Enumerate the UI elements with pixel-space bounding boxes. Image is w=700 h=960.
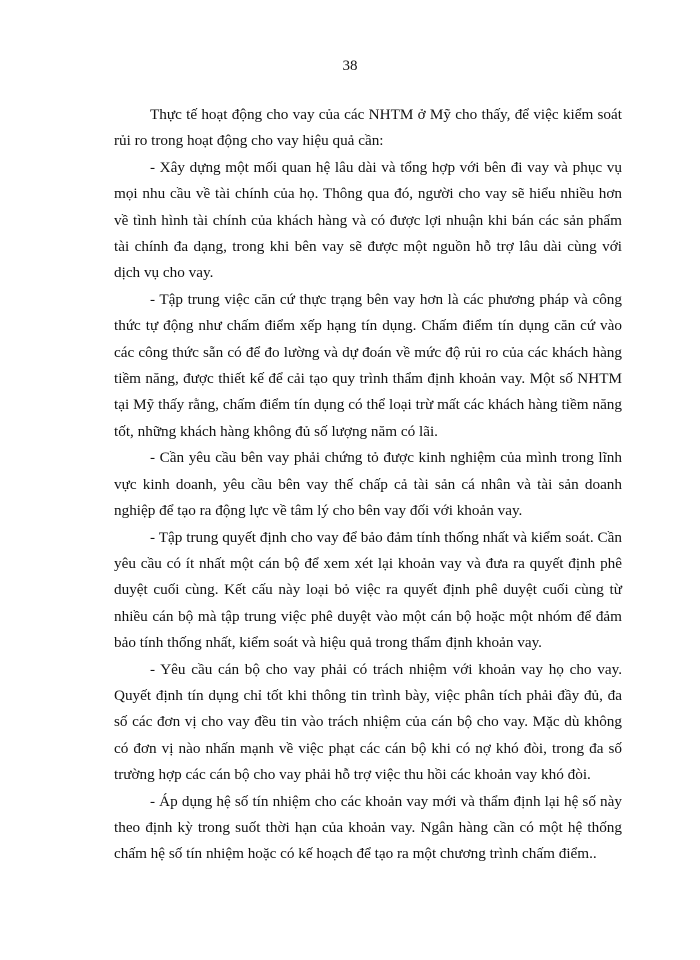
paragraph-long-term-relationship: - Xây dựng một mối quan hệ lâu dài và tổng hợp với bên đi vay và phục vụ mọi nhu cầu về tài chính của họ. Thông qua đó, người cho vay sẽ hiểu nhiều hơn về tình hình tài chính của khách hàng và có được lợi nhuận khi bán các sản phẩm tài chính đa dạng, trong khi bên vay sẽ được một nguồn hỗ trợ lâu dài cùng với dịch vụ cho vay. [114,158,622,282]
document-body [114,102,622,868]
paragraph-borrower-experience: - Cần yêu cầu bên vay phải chứng tỏ được kinh nghiệm của mình trong lĩnh vực kinh doanh, yêu cầu bên vay thế chấp cả tài sản cá nhân và tài sản doanh nghiệp để tạo ra động lực về tâm lý cho bên vay đối với khoản vay. [114,449,622,520]
paragraph-officer-responsibility: - Yêu cầu cán bộ cho vay phải có trách nhiệm với khoản vay họ cho vay. Quyết định tín dụng chỉ tốt khi thông tin trình bày, việc phân tích phải đầy đủ, đa số các đơn vị cho vay đều tin vào trách nhiệm của cán bộ cho vay. Mặc dù không có đơn vị nào nhấn mạnh về việc phạt các cán bộ khi có nợ khó đòi, trong đa số trường hợp các cán bộ cho vay phải hỗ trợ việc thu hồi các khoản vay khó đòi. [114,660,622,784]
paragraph-focus-actual-status: - Tập trung việc căn cứ thực trạng bên vay hơn là các phương pháp và công thức tự động như chấm điểm xếp hạng tín dụng. Chấm điểm tín dụng căn cứ vào các công thức sẵn có để đo lường và dự đoán về mức độ rủi ro của các khách hàng tiềm năng, được thiết kế để cải tạo quy trình thẩm định khoản vay. Một số NHTM tại Mỹ thấy rằng, chấm điểm tín dụng có thể loại trừ mất các khách hàng tiềm năng tốt, những khách hàng không đủ số lượng năm có lãi. [114,290,622,440]
paragraph-credit-rating: - Áp dụng hệ số tín nhiệm cho các khoản vay mới và thẩm định lại hệ số này theo định kỳ trong suốt thời hạn của khoản vay. Ngân hàng cần có một hệ thống chấm hệ số tín nhiệm hoặc có kế hoạch để tạo ra một chương trình chấm điểm.. [114,792,622,863]
paragraph-centralized-decision: - Tập trung quyết định cho vay để bảo đảm tính thống nhất và kiểm soát. Cần yêu cầu có ít nhất một cán bộ để xem xét lại khoản vay và đưa ra quyết định phê duyệt cuối cùng. Kết cấu này loại bỏ việc ra quyết định phê duyệt cuối cùng từ nhiều cán bộ mà tập trung việc phê duyệt vào một cán bộ hoặc một nhóm để đảm bảo tính thống nhất, kiểm soát và hiệu quả trong thẩm định khoản vay. [114,528,622,652]
paragraph-intro: Thực tế hoạt động cho vay của các NHTM ở Mỹ cho thấy, để việc kiểm soát rủi ro trong hoạt động cho vay hiệu quả cần: [114,106,622,150]
page-number: 38 [342,58,358,74]
